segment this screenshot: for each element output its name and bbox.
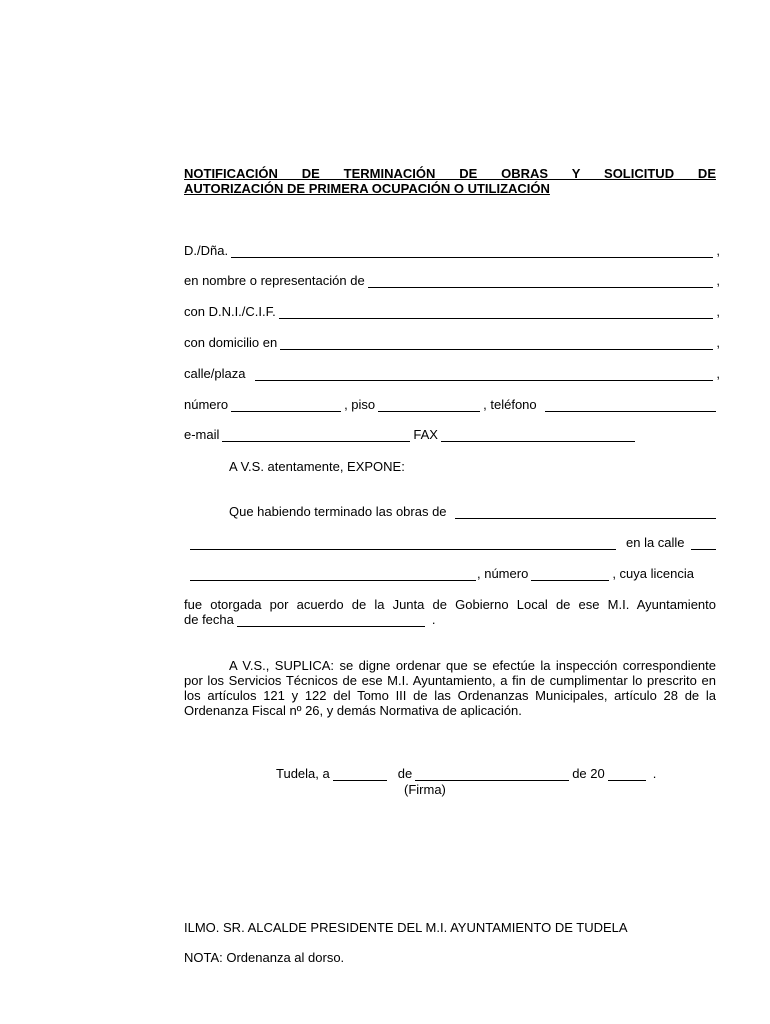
works-street-row	[190, 535, 716, 550]
representation-blank[interactable]	[368, 275, 714, 288]
phone-blank[interactable]	[545, 399, 716, 412]
representation-comma: ,	[716, 273, 720, 288]
floor-blank[interactable]	[378, 399, 480, 412]
number-row	[184, 397, 716, 412]
dni-comma: ,	[716, 304, 720, 319]
number-label: número	[184, 397, 229, 412]
street-comma: ,	[716, 366, 720, 381]
email-label: e-mail	[184, 427, 220, 442]
dni-row	[184, 304, 720, 319]
signature-row	[276, 766, 656, 781]
street-label: calle/plaza	[184, 366, 246, 381]
firma-label: (Firma)	[404, 782, 446, 797]
email-row	[184, 427, 638, 442]
works-license-label: , cuya licencia	[612, 566, 694, 581]
granted-date-period: .	[431, 612, 436, 627]
floor-label: , piso	[344, 397, 376, 412]
street-row	[184, 366, 720, 381]
signature-de: de	[397, 766, 413, 781]
fax-blank[interactable]	[441, 429, 635, 442]
fax-label: FAX	[413, 427, 438, 442]
dni-blank[interactable]	[279, 306, 714, 319]
granted-date-row	[184, 612, 436, 627]
signature-year-prefix: de 20	[572, 766, 605, 781]
works-street-blank[interactable]	[691, 537, 716, 550]
email-blank[interactable]	[222, 429, 410, 442]
representation-row	[184, 273, 720, 288]
granted-date-label: de fecha	[184, 612, 234, 627]
works-row	[229, 504, 716, 519]
name-row	[184, 243, 720, 258]
addressee: ILMO. SR. ALCALDE PRESIDENTE DEL M.I. AYUNTAMIENTO DE TUDELA	[184, 920, 628, 935]
works-blank[interactable]	[455, 506, 716, 519]
granted-line-1: fue otorgada por acuerdo de la Junta de Gobierno Local de ese M.I. Ayuntamiento	[184, 597, 716, 612]
works-description-blank[interactable]	[190, 537, 616, 550]
representation-label: en nombre o representación de	[184, 273, 365, 288]
works-street-label: en la calle	[626, 535, 685, 550]
nota: NOTA: Ordenanza al dorso.	[184, 950, 345, 965]
phone-label: , teléfono	[483, 397, 537, 412]
document-title	[184, 166, 716, 196]
address-label: con domicilio en	[184, 335, 278, 350]
address-row	[184, 335, 720, 350]
signature-month-blank[interactable]	[415, 768, 569, 781]
name-comma: ,	[716, 243, 720, 258]
signature-period: .	[652, 766, 657, 781]
works-number-label: , número	[477, 566, 529, 581]
works-number-row	[190, 566, 716, 581]
works-number-blank[interactable]	[531, 568, 609, 581]
title-line-1: NOTIFICACIÓN DE TERMINACIÓN DE OBRAS Y SOLICITUD DE	[184, 166, 716, 181]
dni-label: con D.N.I./C.I.F.	[184, 304, 276, 319]
granted-date-blank[interactable]	[237, 614, 425, 627]
suplica-paragraph: A V.S., SUPLICA: se digne ordenar que se efectúe la inspección correspondiente por los Servicios Técnicos de ese M.I. Ayuntamiento, a fin de cumplimentar lo prescrito en los artículos 121 y 122 del Tomo III de las Ordenanzas Municipales, artículo 28 de la Ordenanza Fiscal nº 26, y demás Normativa de aplicación.	[184, 658, 716, 718]
works-intro: Que habiendo terminado las obras de	[229, 504, 447, 519]
address-comma: ,	[716, 335, 720, 350]
signature-year-blank[interactable]	[608, 768, 646, 781]
signature-place: Tudela, a	[276, 766, 330, 781]
works-street-name-blank[interactable]	[190, 568, 476, 581]
street-blank[interactable]	[255, 368, 713, 381]
expone-text: A V.S. atentamente, EXPONE:	[229, 459, 405, 474]
name-label: D./Dña.	[184, 243, 229, 258]
signature-day-blank[interactable]	[333, 768, 387, 781]
number-blank[interactable]	[231, 399, 341, 412]
address-blank[interactable]	[280, 337, 713, 350]
name-blank[interactable]	[231, 245, 713, 258]
title-line-2: AUTORIZACIÓN DE PRIMERA OCUPACIÓN O UTILIZACIÓN	[184, 181, 550, 196]
